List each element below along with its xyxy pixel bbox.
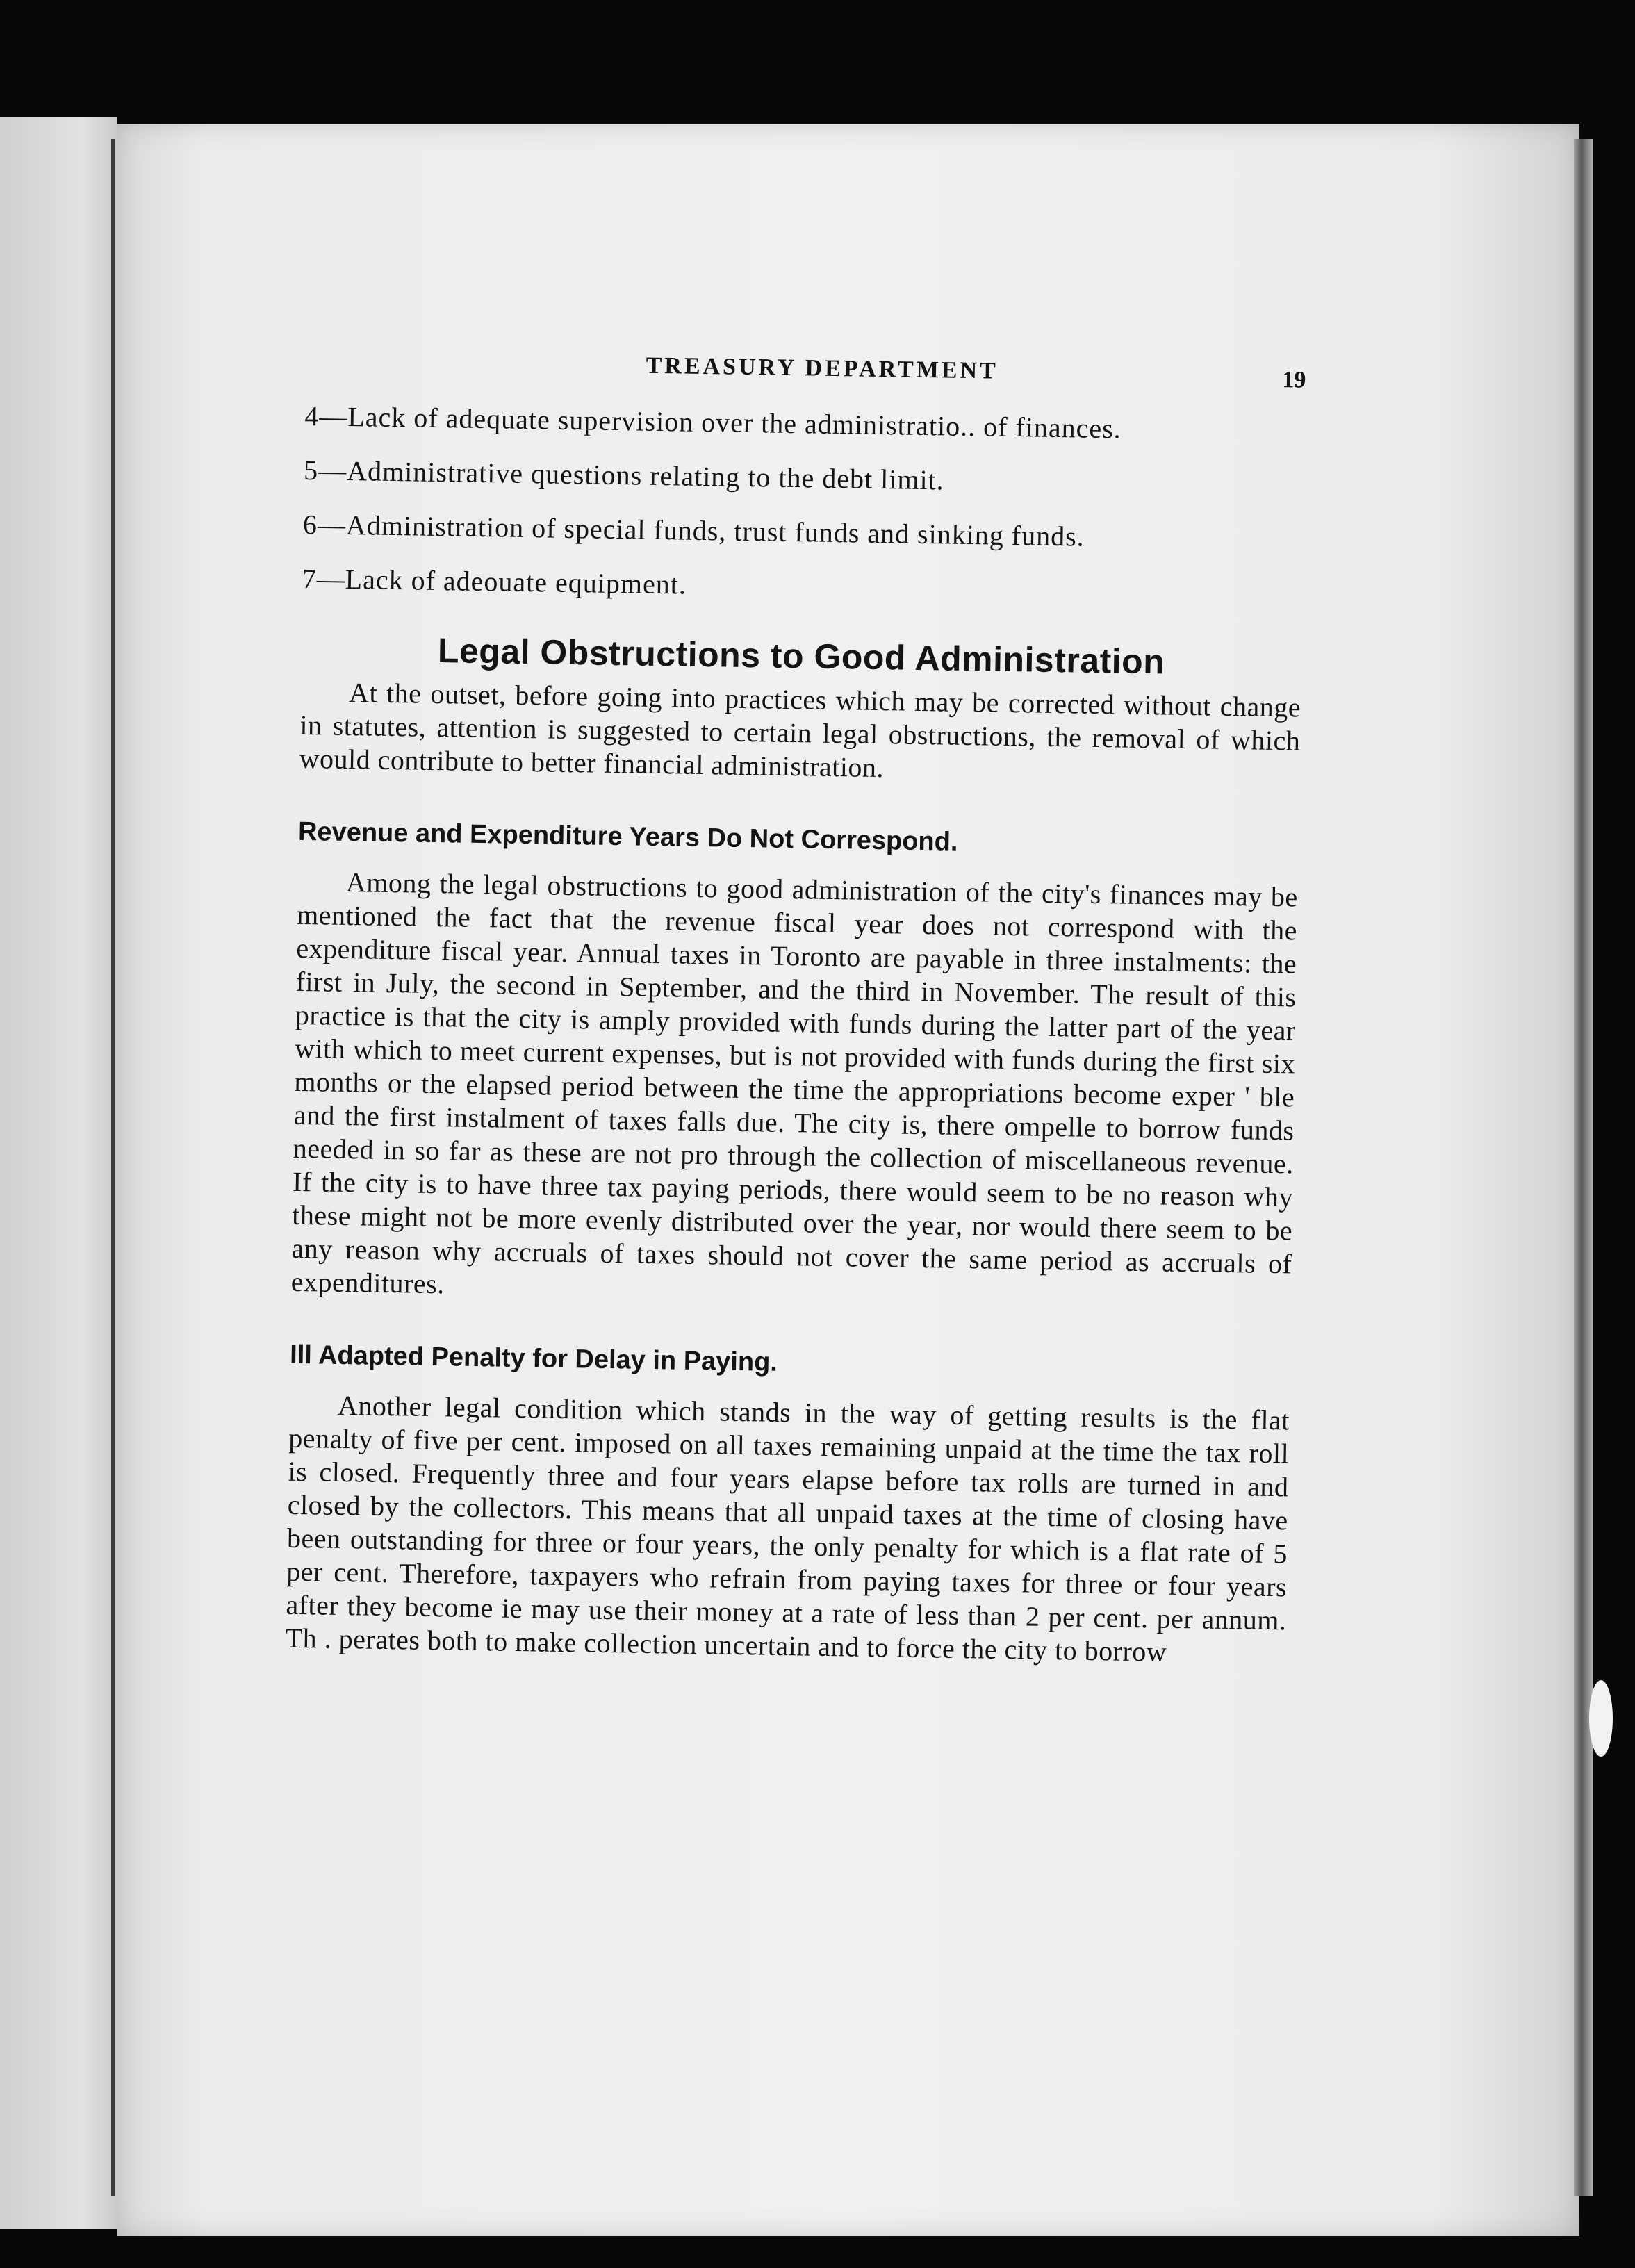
list-item: 4—Lack of adequate supervision over the administratio.. of finances. (304, 400, 1122, 445)
paragraph: Another legal condition which stands in the way of getting results is the flat penalty of five per cent. imposed on all taxes remaining unpaid at the time the tax roll is closed. Frequently three and four years elapse before tax rolls are turned in and closed by the collectors. This means that all unpaid taxes at the time of closing have been outstanding for three or four years, the only penalty for which is a flat rate of 5 per cent. Therefore, taxpayers who refrain from paying taxes for three or four years after they become ie may use their money at a rate of less than 2 per cent. per annum. Th . perates both to make collection uncertain and to force the city to borrow (285, 1389, 1290, 1668)
paragraph: Among the legal obstructions to good administration of the city's finances may be mentioned the fact that the revenue fiscal year does not correspond with the expenditure fiscal year. Annual taxes in Toronto are payable in three instalments: the first in July, the second in September, and the third in November. The result of this practice is that the city is amply provided with funds during the latter part of the year with which to meet current expenses, but is not provided with funds during the first six months or the elapsed period between the time the appropriations become exper ' ble and the first instalment of taxes falls due. The city is, there ompelle to borrow funds needed in so far as these are not pro through the collection of miscellaneous revenue. If the city is to have three tax paying periods, there would seem to be no reason why these might not be more evenly distributed over the year, nor would there seem to be any reason why accruals of taxes should not cover the same period as accruals of expenditures. (290, 866, 1299, 1300)
left-page-edge (0, 117, 117, 2229)
scan-blot (1589, 1680, 1613, 1757)
page-stack-edge (1574, 139, 1593, 2196)
list-item: 7—Lack of adeouate equipment. (302, 562, 687, 600)
running-title: TREASURY DEPARTMENT (646, 352, 999, 384)
page-number: 19 (1282, 367, 1306, 393)
list-item: 6—Administration of special funds, trust funds and sinking funds. (302, 508, 1085, 552)
page-content (285, 347, 1306, 1670)
book-gutter (111, 139, 115, 2196)
subsection-heading: Ill Adapted Penalty for Delay in Paying. (289, 1340, 778, 1377)
list-item: 5—Administrative questions relating to the debt limit. (303, 454, 945, 496)
deficiency-list (302, 389, 1306, 622)
subsection-heading: Revenue and Expenditure Years Do Not Correspond. (297, 816, 958, 857)
section-heading: Legal Obstructions to Good Administration (437, 631, 1165, 682)
paragraph: At the outset, before going into practices which may be corrected without change in statutes, attention is suggested to certain legal obstructions, the removal of which would contribute to better financial administration. (299, 677, 1301, 784)
